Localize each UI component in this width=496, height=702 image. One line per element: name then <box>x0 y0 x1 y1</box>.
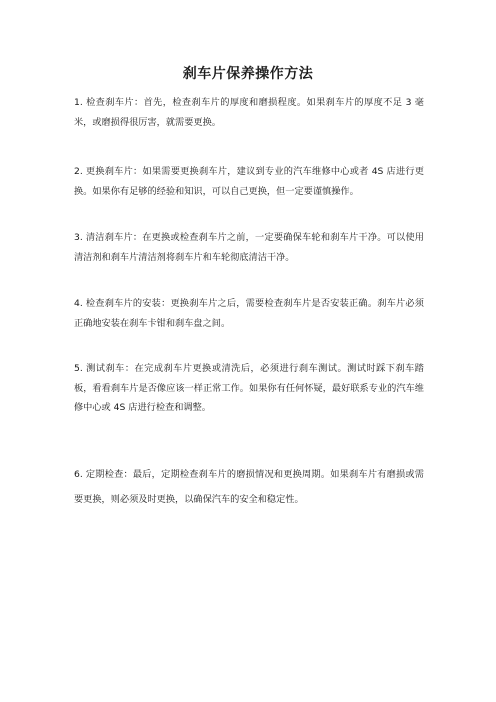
paragraph-5: 5. 测试刹车：在完成刹车片更换或清洗后，必须进行刹车测试。测试时踩下刹车踏板，看看刹车片是否像应该一样正常工作。如果你有任何怀疑，最好联系专业的汽车维修中心或 4S 店进行检查和调整。 <box>74 363 424 413</box>
paragraph-1: 1. 检查刹车片：首先，检查刹车片的厚度和磨损程度。如果刹车片的厚度不足 3 毫米，或磨损得很厉害，就需要更换。 <box>74 97 424 128</box>
paragraph-4: 4. 检查刹车片的安装：更换刹车片之后，需要检查刹车片是否安装正确。刹车片必须正确地安装在刹车卡钳和刹车盘之间。 <box>74 298 424 329</box>
document-title: 刹车片保养操作方法 <box>182 66 314 82</box>
paragraph-2: 2. 更换刹车片：如果需要更换刹车片，建议到专业的汽车维修中心或者 4S 店进行更换。如果你有足够的经验和知识，可以自己更换，但一定要谨慎操作。 <box>74 166 424 197</box>
paragraph-3: 3. 清洁刹车片：在更换或检查刹车片之前，一定要确保车轮和刹车片干净。可以使用清洁剂和刹车片清洁剂将刹车片和车轮彻底清洁干净。 <box>74 232 424 263</box>
paragraph-6: 6. 定期检查：最后，定期检查刹车片的磨损情况和更换周期。如果刹车片有磨损或需要更换，则必须及时更换，以确保汽车的安全和稳定性。 <box>74 469 424 505</box>
